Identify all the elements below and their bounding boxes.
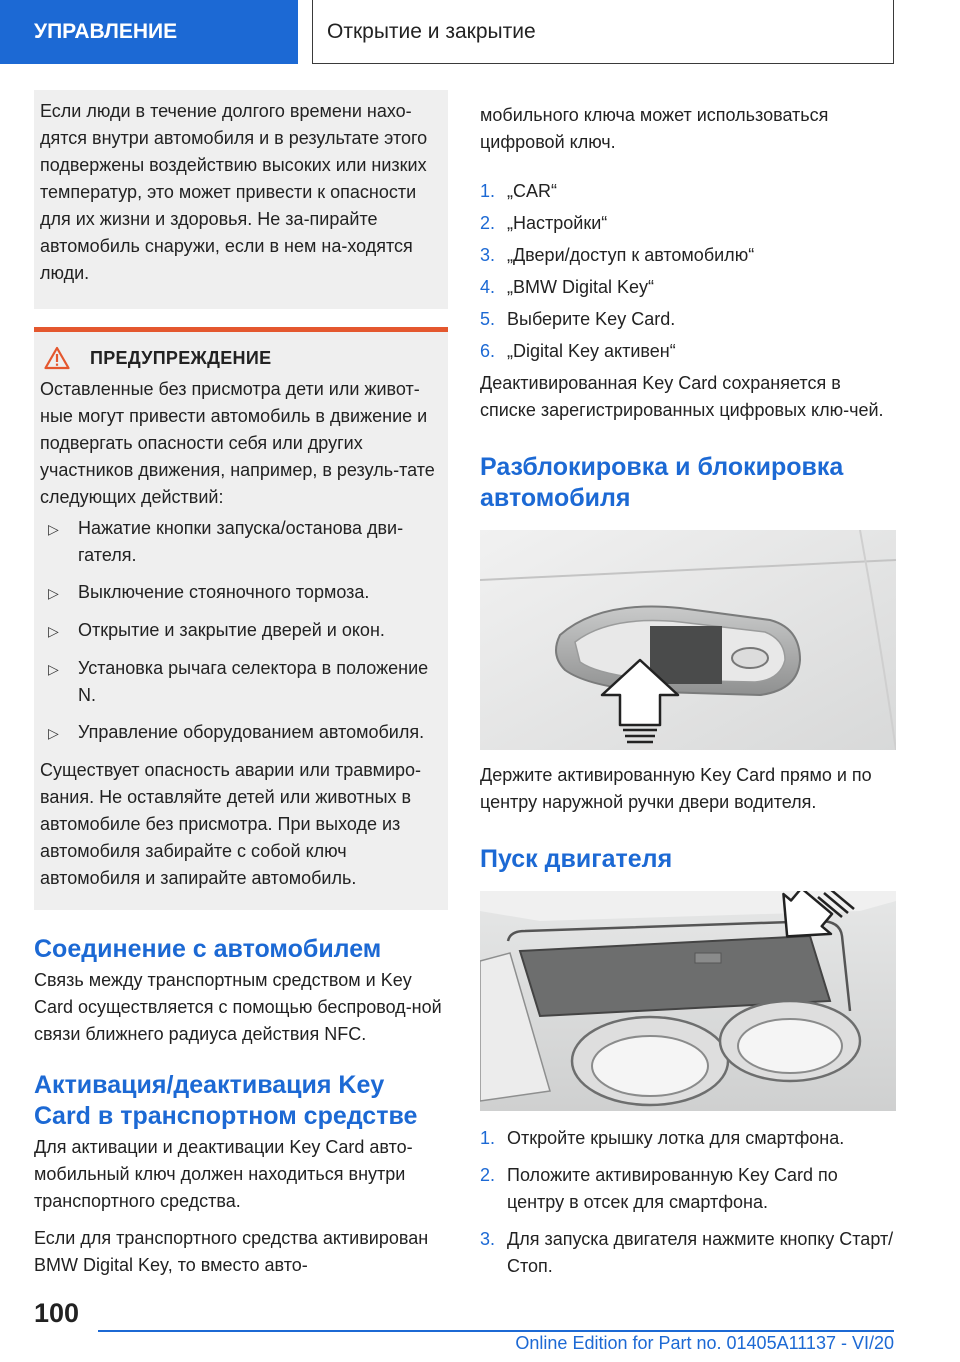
warning-outro: Существует опасность аварии или травмиро-вания. Не оставляйте детей или животных в автомобиле без присмотра. При выходе из автомобиля забирайте с собой ключ автомобиля и запирайте автомобиль. — [40, 760, 422, 888]
section-tab-label: УПРАВЛЕНИЕ — [34, 20, 178, 43]
heading-connection: Соединение с автомобилем — [34, 935, 382, 963]
smartphone-tray-image — [480, 891, 896, 1111]
unlock-text: Держите активированную Key Card прямо и по центру наружной ручки двери водителя. — [480, 765, 872, 812]
list-item: ▷ Нажатие кнопки запуска/останова дви-гателя. — [40, 515, 442, 569]
page-title-text: Открытие и закрытие — [327, 19, 536, 43]
deactivated-text: Деактивированная Key Card сохраняется в списке зарегистрированных цифровых клю-чей. — [480, 373, 884, 420]
list-item: ▷ Выключение стояночного тормоза. — [40, 579, 442, 607]
list-item: 1. „CAR“ — [480, 181, 557, 201]
warning-title: ПРЕДУПРЕЖДЕНИЕ — [90, 347, 272, 368]
triangle-bullet-icon: ▷ — [48, 725, 59, 741]
heading-activation: Активация/деактивация Key Card в транспортном средстве — [34, 1071, 418, 1130]
page-number: 100 — [34, 1298, 80, 1328]
triangle-bullet-icon: ▷ — [48, 661, 59, 677]
list-item: 4. „BMW Digital Key“ — [480, 277, 655, 297]
info-box-text: Если люди в течение долгого времени нахо-дятся внутри автомобиля и в результате этого подвержены воздействию высоких или низких температур, это может привести к опасности для их жизни и здоровья. Не за-пирайте автомобиль снаружи, если в нем на-ходятся люди. — [40, 101, 428, 283]
warning-box — [34, 327, 448, 910]
triangle-bullet-icon: ▷ — [48, 585, 59, 601]
heading-unlock: Разблокировка и блокировка автомобиля — [480, 453, 844, 512]
list-item: 5. Выберите Key Card. — [480, 309, 676, 329]
list-item: ▷ Управление оборудованием автомобиля. — [40, 719, 442, 747]
list-item: 3. Для запуска двигателя нажмите кнопку Старт/Стоп. — [480, 1229, 894, 1276]
settings-steps — [480, 178, 896, 365]
section-tab — [0, 0, 298, 64]
list-item: 2. „Настройки“ — [480, 213, 608, 233]
warning-heading — [40, 346, 442, 370]
door-handle-image — [480, 530, 896, 750]
activation-text: Для активации и деактивации Key Card авто-мобильный ключ должен находиться внутри транспортного средства. — [34, 1137, 413, 1211]
list-item: 1. Откройте крышку лотка для смартфона. — [480, 1128, 845, 1148]
list-item: 6. „Digital Key активен“ — [480, 341, 676, 361]
triangle-bullet-icon: ▷ — [48, 623, 59, 639]
list-item: ▷ Открытие и закрытие дверей и окон. — [40, 617, 442, 645]
heading-engine-start: Пуск двигателя — [480, 845, 673, 873]
door-handle-illustration — [480, 530, 896, 750]
footer-divider — [98, 1330, 894, 1332]
digital-key-text: Если для транспортного средства активирован BMW Digital Key, то вместо авто- — [34, 1228, 429, 1275]
warning-triangle-icon — [44, 346, 70, 370]
continued-text: мобильного ключа может использоваться цифровой ключ. — [480, 105, 829, 152]
footer-edition: Online Edition for Part no. 01405A11137 - VI/20 — [515, 1333, 894, 1353]
triangle-bullet-icon: ▷ — [48, 521, 59, 537]
left-column — [34, 90, 448, 1279]
list-item: 3. „Двери/доступ к автомобилю“ — [480, 245, 755, 265]
list-item: ▷ Установка рычага селектора в положение N. — [40, 655, 442, 709]
warning-intro: Оставленные без присмотра дети или живот-ные могут привести автомобиль в движение и подвергать опасности себя или других участников движения, например, в резуль-тате следующих действий: — [40, 379, 435, 507]
right-column — [480, 90, 896, 1280]
connection-text: Связь между транспортным средством и Key Card осуществляется с помощью беспровод-ной связи ближнего радиуса действия NFC. — [34, 970, 442, 1044]
page-title — [312, 0, 894, 64]
smartphone-tray-illustration — [480, 891, 896, 1111]
info-box — [34, 90, 448, 309]
list-item: 2. Положите активированную Key Card по центру в отсек для смартфона. — [480, 1165, 838, 1212]
warning-bullet-list — [40, 515, 442, 747]
engine-start-steps — [480, 1125, 896, 1280]
